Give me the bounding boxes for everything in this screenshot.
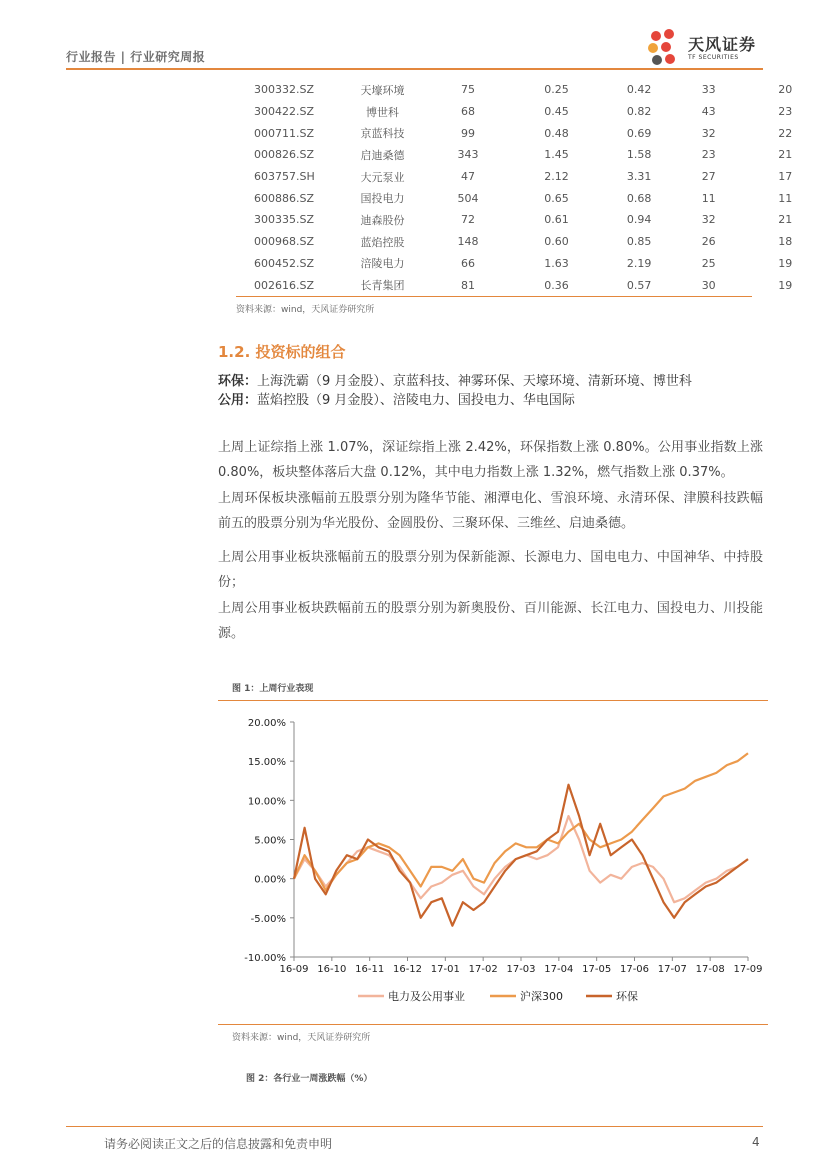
legend-label: 沪深300 (520, 990, 563, 1003)
y-tick-label: 0.00% (254, 874, 286, 886)
x-tick-label: 17-04 (544, 964, 574, 975)
page-number: 4 (752, 1135, 760, 1149)
stock-code-cell: 000711.SZ (254, 126, 315, 140)
value-cell: 0.48 (544, 126, 569, 140)
stock-code-cell: 002616.SZ (254, 278, 315, 292)
util-label: 公用： (218, 393, 258, 408)
stock-name-cell: 长青集团 (360, 279, 405, 293)
value-cell: 19 (778, 256, 793, 270)
value-cell: 99 (461, 126, 475, 140)
series-line-0 (294, 816, 748, 902)
value-cell: 0.60 (544, 235, 569, 249)
env-label: 环保： (218, 374, 258, 389)
company-logo (648, 28, 768, 68)
figure1-title: 图 1：上周行业表现 (232, 684, 314, 694)
x-tick-label: 16-12 (392, 964, 423, 975)
stock-name-cell: 迪森股份 (360, 213, 405, 227)
value-cell: 0.36 (544, 278, 569, 292)
y-tick-label: 20.00% (247, 718, 286, 729)
value-cell: 20 (778, 83, 793, 97)
stock-name-cell: 大元泵业 (360, 170, 405, 184)
value-cell: 68 (461, 105, 475, 119)
y-tick-label: -10.00% (244, 953, 286, 964)
table-row (236, 231, 827, 253)
value-cell: 26 (701, 235, 716, 249)
value-cell: 2.19 (626, 256, 652, 270)
value-cell: 17 (778, 170, 793, 184)
paragraph-4: 上周公用事业板块跌幅前五的股票分别为新奥股份、百川能源、长江电力、国投电力、川投能源。 (218, 601, 763, 641)
stock-code-cell: 000826.SZ (254, 148, 315, 162)
value-cell: 11 (778, 191, 793, 205)
value-cell: 11 (701, 191, 716, 205)
logo-cn-text: 天风证券 (688, 35, 757, 54)
value-cell: 1.45 (544, 148, 569, 162)
y-tick-label: 10.00% (247, 796, 286, 808)
env-text: 上海洗霸（9 月金股）、京蓝科技、神雾环保、天壕环境、清新环境、博世科 (257, 374, 692, 389)
x-tick-label: 17-05 (582, 964, 612, 975)
table-row (236, 122, 827, 144)
y-tick-label: -5.00% (250, 913, 286, 925)
stock-code-cell: 600886.SZ (254, 191, 315, 205)
table-row (236, 209, 827, 231)
value-cell: 148 (457, 235, 479, 249)
figure1-chart (218, 702, 768, 1022)
header-divider (66, 68, 763, 70)
value-cell: 21 (778, 148, 793, 162)
y-tick-label: 15.00% (247, 757, 286, 769)
figure1-source: 资料来源：wind，天风证券研究所 (232, 1033, 371, 1043)
x-tick-label: 17-08 (695, 964, 725, 975)
stock-name-cell: 天壕环境 (360, 83, 405, 97)
value-cell: 47 (461, 170, 475, 184)
x-tick-label: 16-10 (317, 964, 347, 975)
stock-code-cell: 300422.SZ (254, 105, 315, 119)
stock-table (236, 79, 827, 296)
value-cell: 32 (701, 213, 716, 227)
value-cell: 75 (461, 83, 475, 97)
value-cell: 0.42 (626, 83, 652, 97)
table-row (236, 144, 827, 166)
value-cell: 504 (457, 191, 479, 205)
table-source: 资料来源：wind，天风证券研究所 (236, 305, 375, 315)
value-cell: 0.45 (544, 105, 569, 119)
value-cell: 22 (778, 126, 793, 140)
value-cell: 0.65 (544, 191, 569, 205)
value-cell: 0.82 (626, 105, 652, 119)
stock-code-cell: 600452.SZ (254, 256, 315, 270)
stock-name-cell: 启迪桑德 (360, 148, 405, 162)
value-cell: 23 (778, 105, 793, 119)
paragraph-1: 上周上证综指上涨 1.07%，深证综指上涨 2.42%，环保指数上涨 0.80%。公用事业指数上涨 0.80%，板块整体落后大盘 0.12%，其中电力指数上涨 1.32%，燃气指数上涨 0.37%。 (218, 440, 763, 480)
table-row (236, 187, 827, 209)
value-cell: 0.25 (544, 83, 569, 97)
value-cell: 23 (701, 148, 716, 162)
value-cell: 33 (701, 83, 716, 97)
value-cell: 0.94 (626, 213, 652, 227)
table-row (236, 274, 827, 296)
stock-name-cell: 蓝焰控股 (360, 235, 405, 249)
util-portfolio (218, 389, 575, 408)
value-cell: 0.68 (626, 191, 652, 205)
value-cell: 19 (778, 278, 793, 292)
value-cell: 1.63 (544, 256, 569, 270)
series-line-1 (294, 753, 748, 890)
value-cell: 43 (701, 105, 716, 119)
value-cell: 2.12 (544, 170, 569, 184)
env-portfolio (218, 370, 692, 389)
report-header: 行业报告 | 行业研究周报 (66, 50, 206, 64)
x-tick-label: 17-07 (657, 964, 687, 975)
paragraph-3: 上周公用事业板块涨幅前五的股票分别为保新能源、长源电力、国电电力、中国神华、中持股份； (218, 550, 763, 590)
x-tick-label: 17-09 (733, 964, 763, 975)
stock-code-cell: 603757.SH (254, 170, 315, 184)
value-cell: 32 (701, 126, 716, 140)
table-row (236, 79, 827, 101)
value-cell: 66 (461, 256, 475, 270)
value-cell: 25 (701, 256, 716, 270)
value-cell: 0.69 (626, 126, 652, 140)
x-tick-label: 17-06 (619, 964, 650, 975)
figure2-title: 图 2：各行业一周涨跌幅（%） (246, 1074, 373, 1084)
stock-name-cell: 博世科 (366, 105, 400, 119)
value-cell: 18 (778, 235, 793, 249)
table-row (236, 101, 827, 123)
value-cell: 81 (461, 278, 475, 292)
x-tick-label: 17-01 (430, 964, 460, 975)
value-cell: 0.61 (544, 213, 569, 227)
value-cell: 0.85 (626, 235, 652, 249)
paragraph-2: 上周环保板块涨幅前五股票分别为隆华节能、湘潭电化、雪浪环境、永清环保、津膜科技跌幅前五的股票分别为华光股份、金圆股份、三聚环保、三维丝、启迪桑德。 (218, 491, 763, 531)
value-cell: 72 (461, 213, 475, 227)
section-title: 1.2. 投资标的组合 (218, 343, 346, 361)
value-cell: 0.57 (626, 278, 652, 292)
value-cell: 3.31 (626, 170, 652, 184)
value-cell: 30 (701, 278, 716, 292)
stock-name-cell: 国投电力 (360, 192, 405, 206)
value-cell: 1.58 (626, 148, 652, 162)
table-row (236, 253, 827, 275)
x-tick-label: 17-03 (506, 964, 536, 975)
util-text: 蓝焰控股（9 月金股）、涪陵电力、国投电力、华电国际 (257, 393, 575, 408)
value-cell: 27 (701, 170, 716, 184)
figure1-bottom-rule (218, 1024, 768, 1025)
x-tick-label: 16-11 (355, 964, 385, 975)
value-cell: 343 (457, 148, 479, 162)
stock-name-cell: 涪陵电力 (360, 257, 405, 271)
table-row (236, 166, 827, 188)
legend-label: 电力及公用事业 (388, 990, 465, 1003)
footer-divider (66, 1126, 763, 1127)
stock-name-cell: 京蓝科技 (360, 127, 405, 141)
y-tick-label: 5.00% (254, 835, 286, 847)
stock-code-cell: 300332.SZ (254, 83, 315, 97)
logo-en-text: TF SECURITIES (688, 54, 739, 61)
x-tick-label: 17-02 (468, 964, 498, 975)
stock-code-cell: 000968.SZ (254, 235, 315, 249)
logo-icon (648, 28, 686, 68)
value-cell: 21 (778, 213, 793, 227)
table-bottom-rule (236, 296, 752, 297)
x-tick-label: 16-09 (279, 964, 309, 975)
footer-disclaimer: 请务必阅读正文之后的信息披露和免责申明 (104, 1137, 333, 1151)
legend-label: 环保 (616, 990, 638, 1003)
stock-code-cell: 300335.SZ (254, 213, 315, 227)
figure1-top-rule (218, 700, 768, 701)
